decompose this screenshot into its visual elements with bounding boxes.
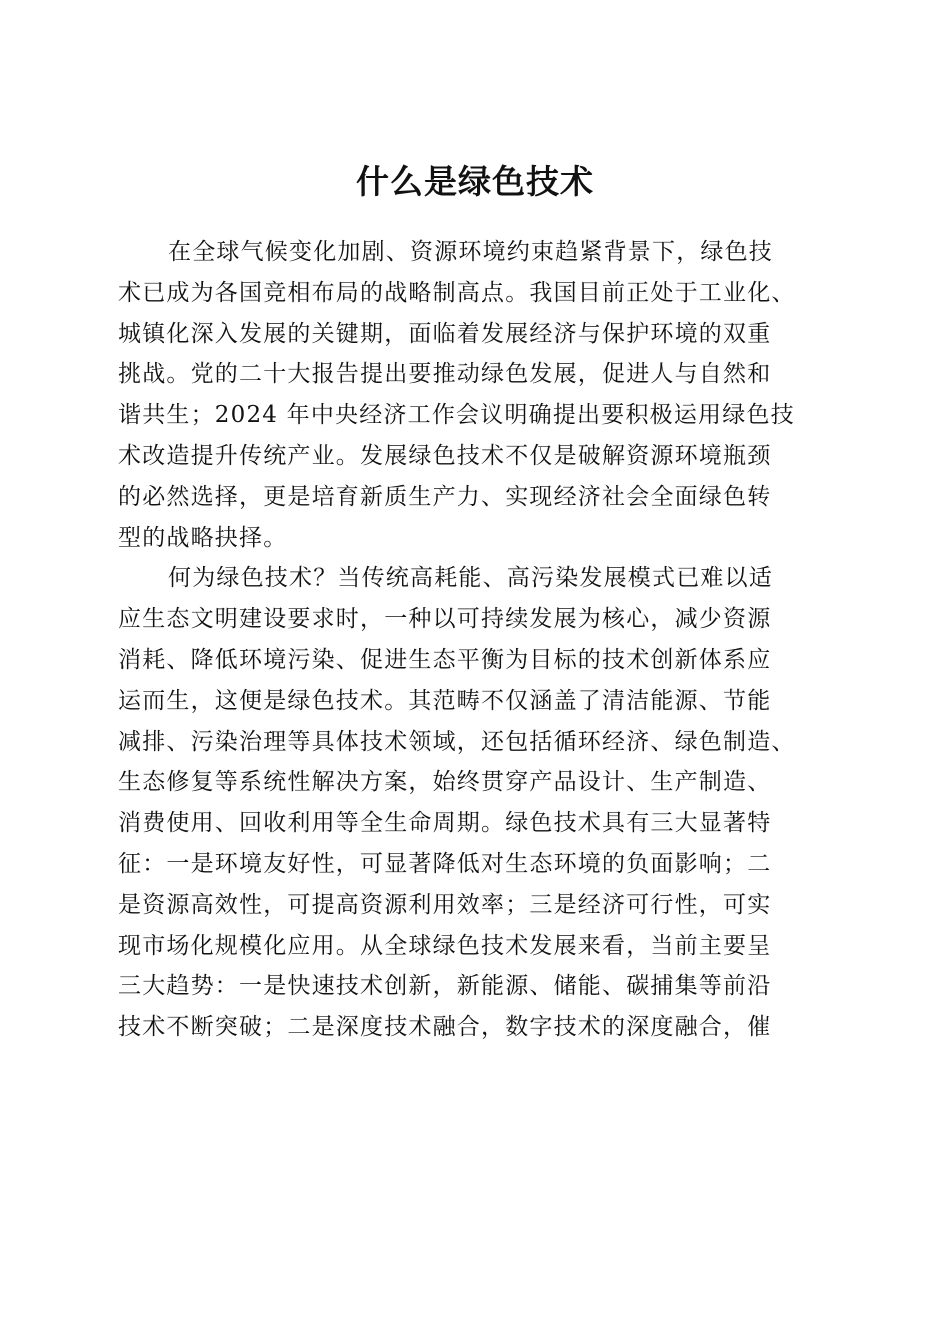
text-line: 消耗、降低环境污染、促进生态平衡为目标的技术创新体系应 bbox=[118, 646, 772, 673]
text-line: 运而生，这便是绿色技术。其范畴不仅涵盖了清洁能源、节能 bbox=[118, 687, 772, 714]
text-line: 征：一是环境友好性，可显著降低对生态环境的负面影响；二 bbox=[118, 850, 772, 877]
text-line: 挑战。党的二十大报告提出要推动绿色发展，促进人与自然和 bbox=[118, 361, 772, 388]
text-line: 生态修复等系统性解决方案，始终贯穿产品设计、生产制造、 bbox=[118, 769, 772, 796]
text-line: 消费使用、回收利用等全生命周期。绿色技术具有三大显著特 bbox=[118, 810, 772, 837]
text-line: 术改造提升传统产业。发展绿色技术不仅是破解资源环境瓶颈 bbox=[118, 442, 772, 469]
text-line: 技术不断突破；二是深度技术融合，数字技术的深度融合，催 bbox=[118, 1014, 772, 1041]
text-line: 谐共生；2024 年中央经济工作会议明确提出要积极运用绿色技 bbox=[118, 402, 795, 429]
text-line: 何为绿色技术？当传统高耗能、高污染发展模式已难以适 bbox=[168, 565, 773, 592]
page-title: 什么是绿色技术 bbox=[356, 162, 594, 202]
text-line: 在全球气候变化加剧、资源环境约束趋紧背景下，绿色技 bbox=[168, 239, 773, 265]
text-line: 术已成为各国竞相布局的战略制高点。我国目前正处于工业化、 bbox=[118, 279, 796, 306]
paragraph-definition bbox=[118, 558, 824, 1048]
text-line: 应生态文明建设要求时，一种以可持续发展为核心，减少资源 bbox=[118, 606, 772, 633]
document-body bbox=[118, 232, 824, 1048]
text-line: 型的战略抉择。 bbox=[118, 524, 288, 551]
text-line: 减排、污染治理等具体技术领域，还包括循环经济、绿色制造、 bbox=[118, 728, 796, 755]
text-line: 现市场化规模化应用。从全球绿色技术发展来看，当前主要呈 bbox=[118, 932, 772, 959]
text-line: 的必然选择，更是培育新质生产力、实现经济社会全面绿色转 bbox=[118, 483, 772, 510]
text-line: 三大趋势：一是快速技术创新，新能源、储能、碳捕集等前沿 bbox=[118, 973, 772, 1000]
paragraph-intro bbox=[118, 232, 824, 558]
text-line: 城镇化深入发展的关键期，面临着发展经济与保护环境的双重 bbox=[118, 320, 772, 347]
text-line: 是资源高效性，可提高资源利用效率；三是经济可行性，可实 bbox=[118, 891, 772, 918]
